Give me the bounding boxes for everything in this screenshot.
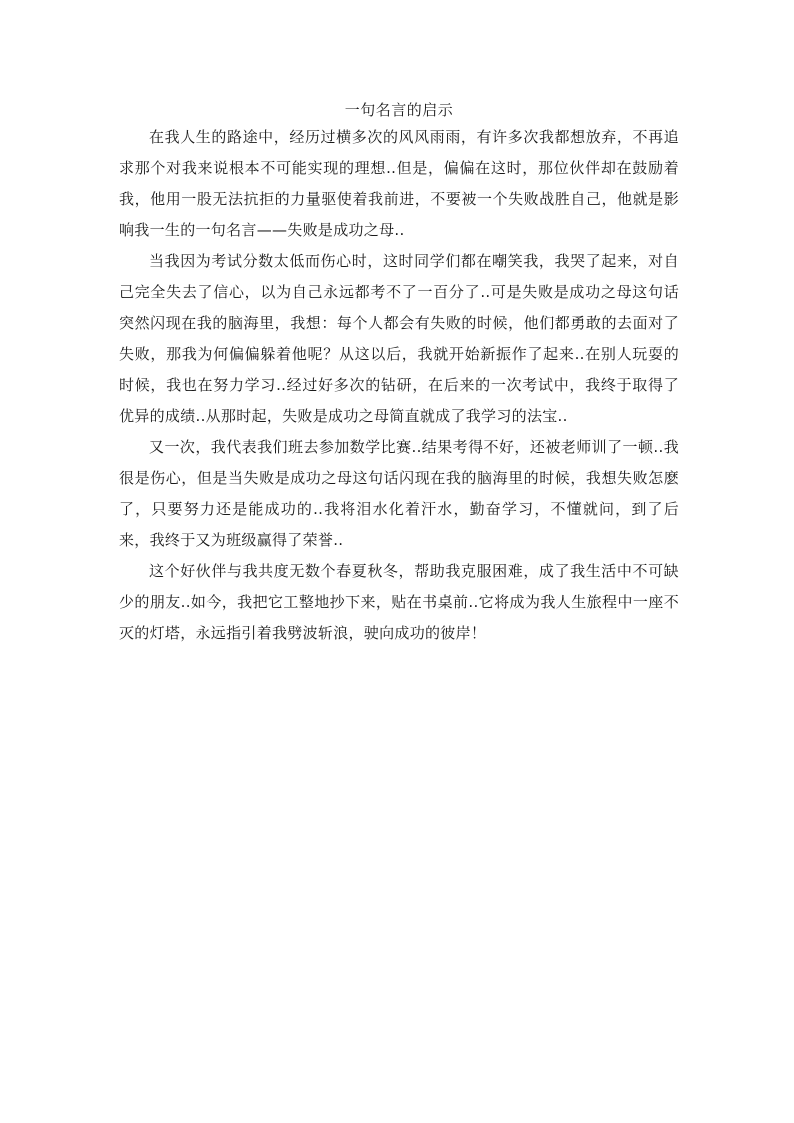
paragraph-2: 当我因为考试分数太低而伤心时，这时同学们都在嘲笑我，我哭了起来，对自己完全失去了信心，以为自己永远都考不了一百分了..可是失败是成功之母这句话突然闪现在我的脑海里，我想：每个人都会有失败的时候，他们都勇敢的去面对了失败，那我为何偏偏躲着他呢？从这以后，我就开始新振作了起来..在别人玩耍的时候，我也在努力学习..经过好多次的钻研，在后来的一次考试中，我终于取得了优异的成绩..从那时起，失败是成功之母简直就成了我学习的法宝..: [119, 252, 679, 425]
paragraph-1: 在我人生的路途中，经历过横多次的风风雨雨，有许多次我都想放弃，不再追求那个对我来说根本不可能实现的理想..但是，偏偏在这时，那位伙伴却在鼓励着我，他用一股无法抗拒的力量驱使着我前进，不要被一个失败战胜自己，他就是影响我一生的一句名言——失败是成功之母..: [119, 128, 679, 239]
document-body: [119, 98, 679, 649]
paragraph-3: 又一次，我代表我们班去参加数学比赛..结果考得不好，还被老师训了一顿..我很是伤心，但是当失败是成功之母这句话闪现在我的脑海里的时候，我想失败怎麽了，只要努力还是能成功的..我将泪水化着汗水，勤奋学习，不懂就问，到了后来，我终于又为班级赢得了荣誉..: [119, 438, 679, 549]
document-title: 一句名言的启示: [344, 101, 454, 119]
paragraph-4: 这个好伙伴与我共度无数个春夏秋冬，帮助我克服困难，成了我生活中不可缺少的朋友..如今，我把它工整地抄下来，贴在书桌前..它将成为我人生旅程中一座不灭的灯塔，永远指引着我劈波斩浪，驶向成功的彼岸！: [119, 562, 679, 642]
